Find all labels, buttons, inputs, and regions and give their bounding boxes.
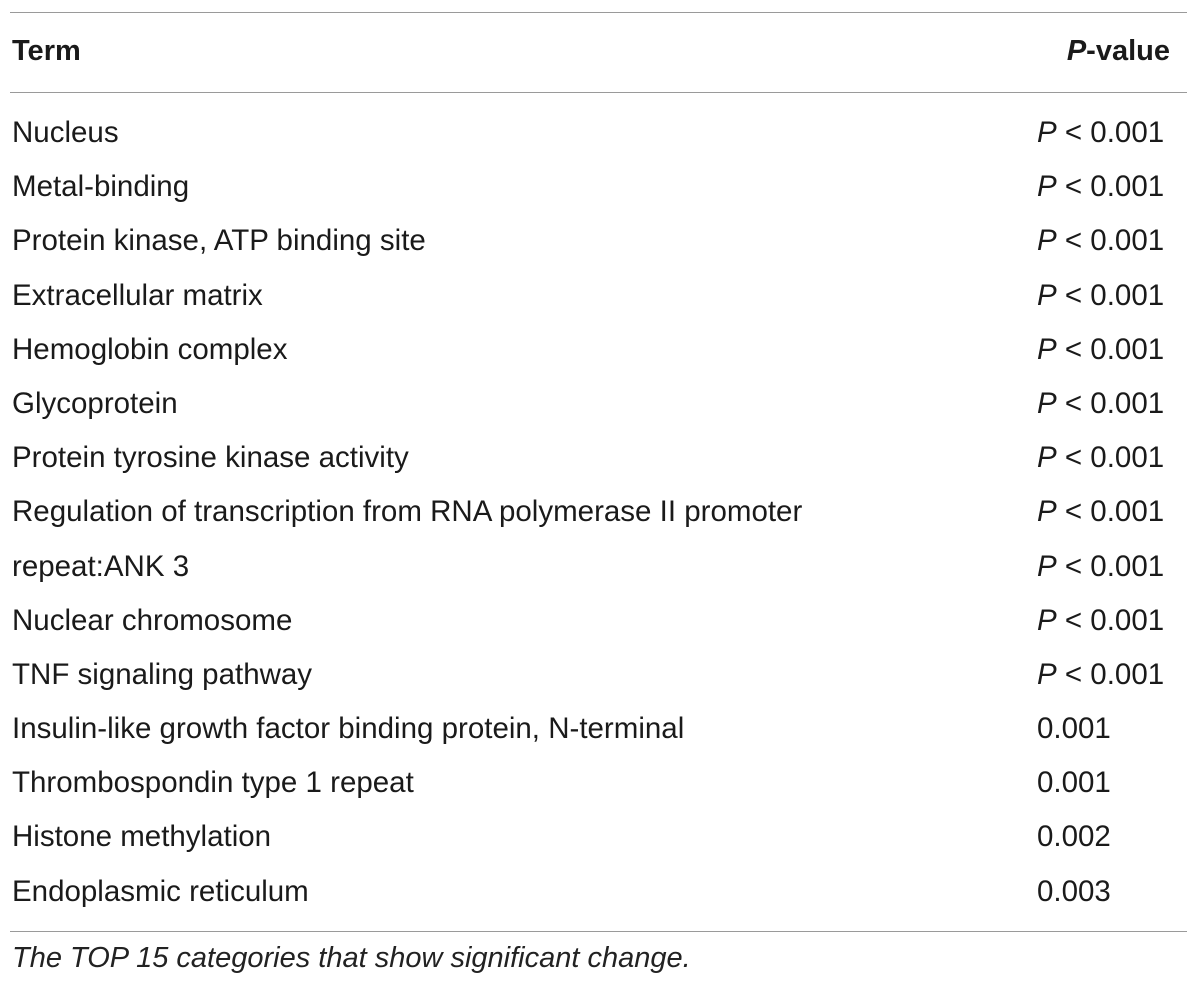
pvalue-cell: P < 0.001 — [1037, 224, 1165, 258]
table-caption: The TOP 15 categories that show significant change. — [12, 942, 691, 974]
term-cell: Histone methylation — [12, 820, 272, 854]
pvalue-cell: P < 0.001 — [1037, 603, 1165, 637]
table-row — [12, 485, 1187, 539]
term-cell: Protein kinase, ATP binding site — [12, 224, 426, 258]
header-pvalue-p: P — [1066, 35, 1087, 67]
header-pvalue — [1067, 35, 1170, 68]
term-cell: Hemoglobin complex — [12, 332, 288, 366]
table-row — [12, 160, 1187, 214]
term-cell: Nuclear chromosome — [12, 603, 293, 637]
pvalue-cell: P < 0.001 — [1037, 441, 1165, 475]
term-cell: Thrombospondin type 1 repeat — [12, 766, 414, 800]
table-row — [12, 594, 1187, 648]
pvalue-cell: P < 0.001 — [1037, 549, 1165, 583]
table-row — [12, 756, 1187, 810]
pvalue-cell: P < 0.001 — [1037, 386, 1165, 420]
term-cell: Endoplasmic reticulum — [12, 874, 309, 908]
table-row — [12, 214, 1187, 268]
header-pvalue-rest: -value — [1086, 35, 1170, 67]
top-rule — [10, 12, 1187, 13]
bottom-rule — [10, 931, 1187, 932]
term-cell: repeat:ANK 3 — [12, 549, 190, 583]
pvalue-cell: P < 0.001 — [1037, 332, 1165, 366]
table-row — [12, 323, 1187, 377]
table-row — [12, 540, 1187, 594]
table-row — [12, 865, 1187, 919]
pvalue-cell: 0.003 — [1037, 874, 1111, 908]
pvalue-cell: 0.001 — [1037, 712, 1111, 746]
term-cell: Nucleus — [12, 116, 119, 149]
pvalue-cell: 0.002 — [1037, 820, 1111, 854]
term-cell: Extracellular matrix — [12, 278, 263, 312]
pvalue-cell: P < 0.001 — [1037, 170, 1165, 204]
table-body — [12, 106, 1187, 919]
header-rule — [10, 92, 1187, 93]
table-row — [12, 106, 1187, 160]
table-row — [12, 810, 1187, 864]
pvalue-cell: P < 0.001 — [1037, 495, 1165, 529]
term-cell: Metal-binding — [12, 170, 190, 204]
table-row — [12, 648, 1187, 702]
term-cell: Protein tyrosine kinase activity — [12, 441, 409, 475]
table-row — [12, 431, 1187, 485]
term-cell: Glycoprotein — [12, 386, 178, 420]
table-row — [12, 269, 1187, 323]
header-term: Term — [12, 35, 81, 67]
term-cell: Regulation of transcription from RNA polymerase II promoter — [12, 495, 803, 529]
term-cell: TNF signaling pathway — [12, 657, 313, 691]
term-cell: Insulin-like growth factor binding protein, N-terminal — [12, 712, 685, 746]
pvalue-cell: P < 0.001 — [1037, 116, 1165, 149]
pvalue-cell: P < 0.001 — [1037, 657, 1165, 691]
table-row — [12, 377, 1187, 431]
pvalue-cell: 0.001 — [1037, 766, 1111, 800]
table-header — [12, 27, 1187, 77]
pvalue-cell: P < 0.001 — [1037, 278, 1165, 312]
table-row — [12, 702, 1187, 756]
